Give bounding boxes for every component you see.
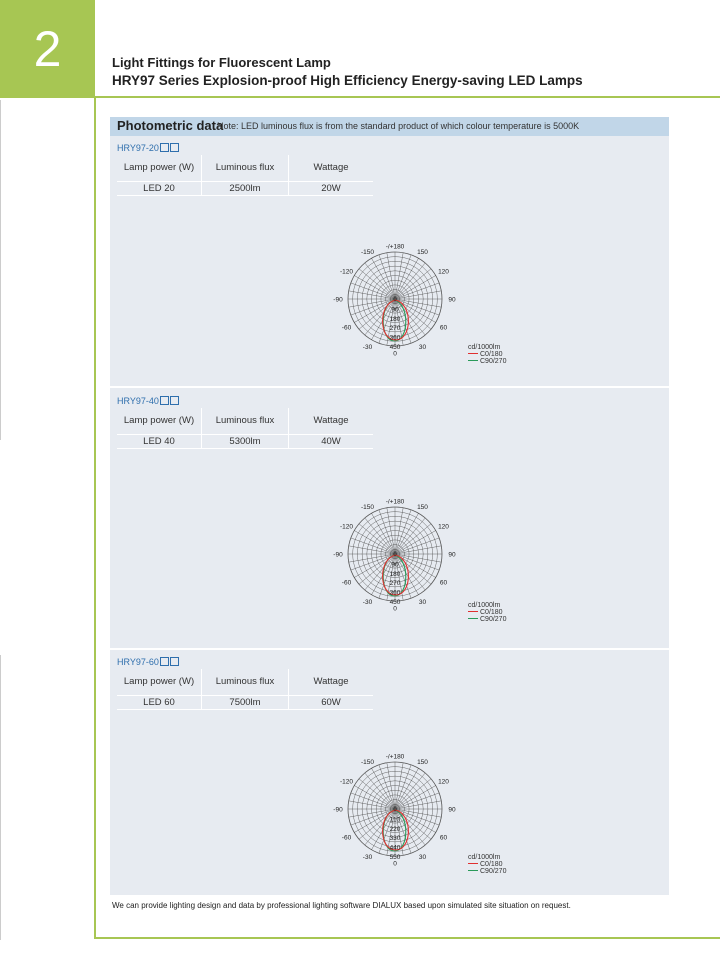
angle-label: 150 bbox=[417, 503, 428, 511]
angle-label: -/+180 bbox=[385, 753, 405, 761]
angle-label: 30 bbox=[418, 344, 427, 352]
model-label bbox=[117, 396, 179, 406]
left-rule bbox=[94, 98, 96, 938]
polar-legend bbox=[468, 602, 506, 623]
footnote: We can provide lighting design and data by professional lighting software DIALUX based upon simulated site situation on request. bbox=[112, 901, 571, 910]
center-zero-label: 0 bbox=[393, 807, 397, 813]
polar-legend bbox=[468, 854, 506, 875]
legend-c0: C0/180 bbox=[468, 861, 506, 868]
photometric-section bbox=[110, 396, 669, 641]
angle-label: 30 bbox=[418, 854, 427, 862]
angle-label: -60 bbox=[341, 324, 352, 332]
header-luminous-flux: Luminous flux bbox=[202, 669, 289, 696]
angle-label: -60 bbox=[341, 579, 352, 587]
angle-label: -/+180 bbox=[385, 498, 405, 506]
polar-legend bbox=[468, 344, 506, 365]
placeholder-box-icon bbox=[160, 143, 169, 152]
green-line-icon bbox=[468, 618, 478, 620]
placeholder-box-icon bbox=[170, 143, 179, 152]
cell-wattage: 60W bbox=[289, 696, 374, 710]
angle-label: 90 bbox=[448, 551, 456, 559]
red-line-icon bbox=[468, 353, 478, 355]
panel-header bbox=[110, 117, 669, 136]
legend-c90: C90/270 bbox=[468, 868, 506, 875]
photometric-section bbox=[110, 657, 669, 892]
angle-label: -90 bbox=[333, 551, 343, 559]
angle-label: -60 bbox=[341, 834, 352, 842]
angle-label: -120 bbox=[339, 778, 354, 786]
polar-diagram bbox=[315, 237, 475, 362]
header-wattage: Wattage bbox=[289, 155, 374, 182]
legend-unit: cd/1000lm bbox=[468, 854, 501, 861]
angle-label: -/+180 bbox=[385, 243, 405, 251]
angle-label: 120 bbox=[438, 268, 449, 276]
red-line-icon bbox=[468, 863, 478, 865]
green-line-icon bbox=[468, 870, 478, 872]
cell-luminous-flux: 7500lm bbox=[202, 696, 289, 710]
model-label bbox=[117, 143, 179, 153]
radial-value-label: 450 bbox=[389, 599, 401, 606]
header-wattage: Wattage bbox=[289, 408, 374, 435]
panel-note: Note: LED luminous flux is from the standard product of which colour temperature is 5000K bbox=[217, 121, 580, 131]
page-edge-line bbox=[0, 100, 1, 440]
angle-label: 150 bbox=[417, 758, 428, 766]
angle-label: -120 bbox=[339, 268, 354, 276]
header-lamp-power: Lamp power (W) bbox=[117, 408, 202, 435]
angle-label: 30 bbox=[418, 599, 427, 607]
model-code: HRY97-60 bbox=[117, 657, 159, 667]
angle-label: -90 bbox=[333, 806, 343, 814]
radial-value-label: 550 bbox=[389, 854, 401, 861]
placeholder-box-icon bbox=[170, 657, 179, 666]
cell-wattage: 40W bbox=[289, 435, 374, 449]
angle-label: 90 bbox=[448, 296, 456, 304]
page-edge-line bbox=[0, 655, 1, 940]
model-code: HRY97-40 bbox=[117, 396, 159, 406]
photometric-section bbox=[110, 143, 669, 383]
spec-table bbox=[117, 408, 373, 449]
angle-label: -90 bbox=[333, 296, 343, 304]
legend-c0: C0/180 bbox=[468, 351, 506, 358]
cell-luminous-flux: 2500lm bbox=[202, 182, 289, 196]
bottom-rule bbox=[94, 937, 720, 939]
header-wattage: Wattage bbox=[289, 669, 374, 696]
angle-label: -120 bbox=[339, 523, 354, 531]
legend-c0: C0/180 bbox=[468, 609, 506, 616]
photometric-panel bbox=[110, 117, 669, 895]
angle-label: 60 bbox=[439, 834, 448, 842]
page-title: Light Fittings for Fluorescent Lamp bbox=[112, 55, 331, 70]
radial-value-label: 270 bbox=[389, 325, 401, 333]
radial-value-label: 330 bbox=[389, 835, 401, 843]
angle-label: 150 bbox=[417, 248, 428, 256]
center-zero-label: 0 bbox=[393, 297, 397, 303]
cell-lamp-power: LED 40 bbox=[117, 435, 202, 449]
angle-label: 60 bbox=[439, 579, 448, 587]
cell-lamp-power: LED 60 bbox=[117, 696, 202, 710]
radial-value-label: 90 bbox=[391, 561, 399, 569]
radial-value-label: 360 bbox=[389, 334, 401, 342]
model-code: HRY97-20 bbox=[117, 143, 159, 153]
legend-unit: cd/1000lm bbox=[468, 602, 501, 609]
placeholder-box-icon bbox=[160, 657, 169, 666]
legend-unit: cd/1000lm bbox=[468, 344, 501, 351]
radial-value-label: 180 bbox=[389, 570, 401, 578]
angle-label: 90 bbox=[448, 806, 456, 814]
radial-value-label: 440 bbox=[389, 844, 401, 852]
center-zero-label: 0 bbox=[393, 552, 397, 558]
polar-diagram bbox=[315, 747, 475, 872]
angle-label: -30 bbox=[362, 599, 373, 607]
radial-value-label: 450 bbox=[389, 344, 401, 351]
top-rule bbox=[95, 96, 720, 98]
red-line-icon bbox=[468, 611, 478, 613]
model-label bbox=[117, 657, 179, 667]
chapter-number: 2 bbox=[0, 0, 95, 98]
header-luminous-flux: Luminous flux bbox=[202, 155, 289, 182]
legend-c90: C90/270 bbox=[468, 616, 506, 623]
header-lamp-power: Lamp power (W) bbox=[117, 669, 202, 696]
cell-lamp-power: LED 20 bbox=[117, 182, 202, 196]
page-subtitle: HRY97 Series Explosion-proof High Efficiency Energy-saving LED Lamps bbox=[112, 73, 583, 88]
radial-value-label: 110 bbox=[389, 816, 401, 824]
angle-label: 0 bbox=[393, 605, 397, 613]
header-luminous-flux: Luminous flux bbox=[202, 408, 289, 435]
radial-value-label: 270 bbox=[389, 580, 401, 588]
panel-title: Photometric data bbox=[117, 118, 224, 133]
angle-label: -150 bbox=[360, 758, 375, 766]
section-divider bbox=[110, 386, 669, 388]
section-divider bbox=[110, 648, 669, 650]
angle-label: 60 bbox=[439, 324, 448, 332]
placeholder-box-icon bbox=[160, 396, 169, 405]
angle-label: 120 bbox=[438, 778, 449, 786]
radial-value-label: 220 bbox=[389, 825, 401, 833]
angle-label: -150 bbox=[360, 503, 375, 511]
angle-label: -150 bbox=[360, 248, 375, 256]
radial-value-label: 180 bbox=[389, 315, 401, 323]
legend-c90: C90/270 bbox=[468, 358, 506, 365]
placeholder-box-icon bbox=[170, 396, 179, 405]
green-line-icon bbox=[468, 360, 478, 362]
cell-wattage: 20W bbox=[289, 182, 374, 196]
angle-label: -30 bbox=[362, 854, 373, 862]
radial-value-label: 90 bbox=[391, 306, 399, 314]
angle-label: 120 bbox=[438, 523, 449, 531]
spec-table bbox=[117, 669, 373, 710]
angle-label: 0 bbox=[393, 860, 397, 868]
radial-value-label: 360 bbox=[389, 589, 401, 597]
angle-label: 0 bbox=[393, 350, 397, 358]
header-lamp-power: Lamp power (W) bbox=[117, 155, 202, 182]
spec-table bbox=[117, 155, 373, 196]
cell-luminous-flux: 5300lm bbox=[202, 435, 289, 449]
angle-label: -30 bbox=[362, 344, 373, 352]
polar-diagram bbox=[315, 492, 475, 617]
